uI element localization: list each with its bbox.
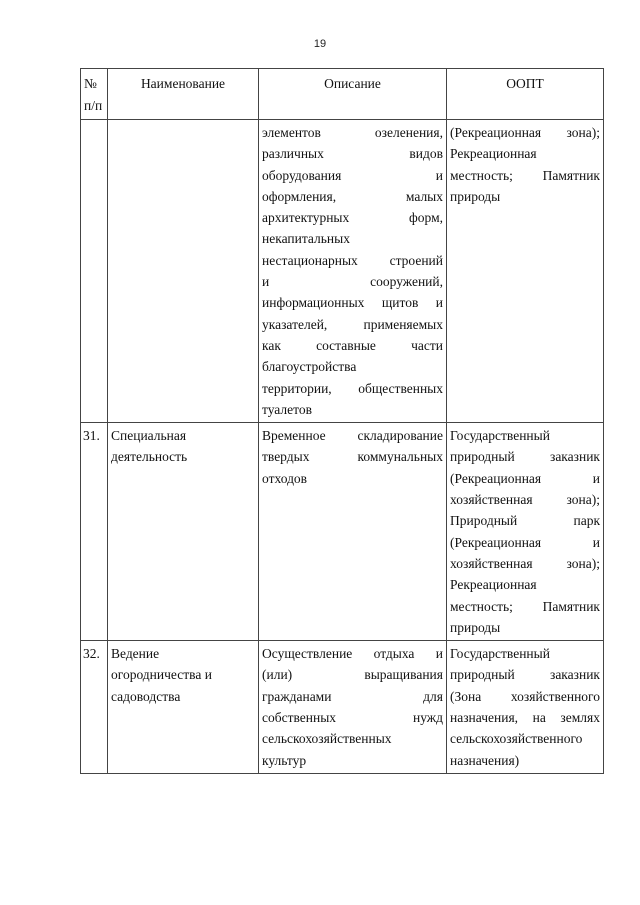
row-oopt-line: местность; Памятник xyxy=(450,167,600,183)
table-header-row xyxy=(81,69,604,120)
header-number xyxy=(81,69,108,120)
header-number-line-2: п/п xyxy=(84,98,103,113)
row-description-line: Временное складирование xyxy=(262,428,443,444)
row-description-line: оборудования и xyxy=(262,167,443,183)
row-oopt-line: природный заказник xyxy=(450,449,600,465)
row-name-line: Ведение xyxy=(111,646,160,662)
row-description-line: как составные части xyxy=(262,337,443,353)
row-number: 31. xyxy=(81,423,108,641)
header-name: Наименование xyxy=(108,69,259,120)
row-description-line: оформления, малых xyxy=(262,188,443,204)
row-description-line: сельскохозяйственных xyxy=(262,731,392,747)
row-number xyxy=(81,120,108,423)
row-description-line: культур xyxy=(262,752,307,768)
row-oopt xyxy=(447,423,604,641)
row-oopt-line: (Рекреационная и xyxy=(450,534,600,550)
row-description-line: архитектурных форм, xyxy=(262,210,443,226)
row-description xyxy=(259,641,447,774)
row-oopt-line: (Зона хозяйственного xyxy=(450,688,600,704)
row-description-line: различных видов xyxy=(262,146,443,162)
row-oopt-line: Рекреационная xyxy=(450,146,537,162)
row-oopt-line: назначения, на землях xyxy=(450,710,600,726)
row-oopt-line: Рекреационная xyxy=(450,577,537,593)
table-row xyxy=(81,641,604,774)
row-oopt-line: (Рекреационная и xyxy=(450,470,600,486)
row-description-line: информационных щитов и xyxy=(262,295,443,311)
row-oopt-line: природы xyxy=(450,188,501,204)
row-description-line: Осуществление отдыха и xyxy=(262,646,443,662)
row-oopt xyxy=(447,641,604,774)
row-name xyxy=(108,641,259,774)
row-name-line: Специальная xyxy=(111,428,187,444)
header-oopt: ООПТ xyxy=(447,69,604,120)
row-description-line: и сооружений, xyxy=(262,274,443,290)
row-description-line: твердых коммунальных xyxy=(262,449,443,465)
oopt-activities-table xyxy=(80,68,604,774)
row-oopt-line: Природный парк xyxy=(450,513,600,529)
row-oopt-line: природы xyxy=(450,619,501,635)
row-description-line: нестационарных строений xyxy=(262,252,443,268)
page-number: 19 xyxy=(313,38,327,50)
row-oopt-line: местность; Памятник xyxy=(450,598,600,614)
row-oopt-line: Государственный xyxy=(450,646,550,662)
row-description-line: благоустройства xyxy=(262,359,357,375)
row-oopt-line: сельскохозяйственного xyxy=(450,731,583,747)
table-row xyxy=(81,423,604,641)
row-description-line: элементов озеленения, xyxy=(262,125,443,140)
row-name-line: деятельность xyxy=(111,449,188,465)
row-oopt xyxy=(447,120,604,423)
row-description-line: туалетов xyxy=(262,401,312,417)
row-description-line: территории, общественных xyxy=(262,380,443,396)
row-name xyxy=(108,120,259,423)
row-oopt-line: хозяйственная зона); xyxy=(450,492,600,508)
row-oopt-line: Государственный xyxy=(450,428,550,444)
header-description: Описание xyxy=(259,69,447,120)
row-description-line: отходов xyxy=(262,470,308,486)
row-description-line: некапитальных xyxy=(262,231,350,247)
table-row xyxy=(81,120,604,423)
row-name xyxy=(108,423,259,641)
row-description xyxy=(259,423,447,641)
row-oopt-line: природный заказник xyxy=(450,667,600,683)
row-description-line: указателей, применяемых xyxy=(262,316,443,332)
row-description-line: собственных нужд xyxy=(262,710,443,726)
row-name-line: огородничества и xyxy=(111,667,212,683)
row-description-line: гражданами для xyxy=(262,688,443,704)
row-number: 32. xyxy=(81,641,108,774)
row-name-line: садоводства xyxy=(111,688,181,704)
row-oopt-line: хозяйственная зона); xyxy=(450,555,600,571)
row-description-line: (или) выращивания xyxy=(262,667,443,683)
header-number-line-1: № xyxy=(84,76,97,91)
row-oopt-line: (Рекреационная зона); xyxy=(450,125,600,140)
row-oopt-line: назначения) xyxy=(450,752,520,768)
row-description xyxy=(259,120,447,423)
